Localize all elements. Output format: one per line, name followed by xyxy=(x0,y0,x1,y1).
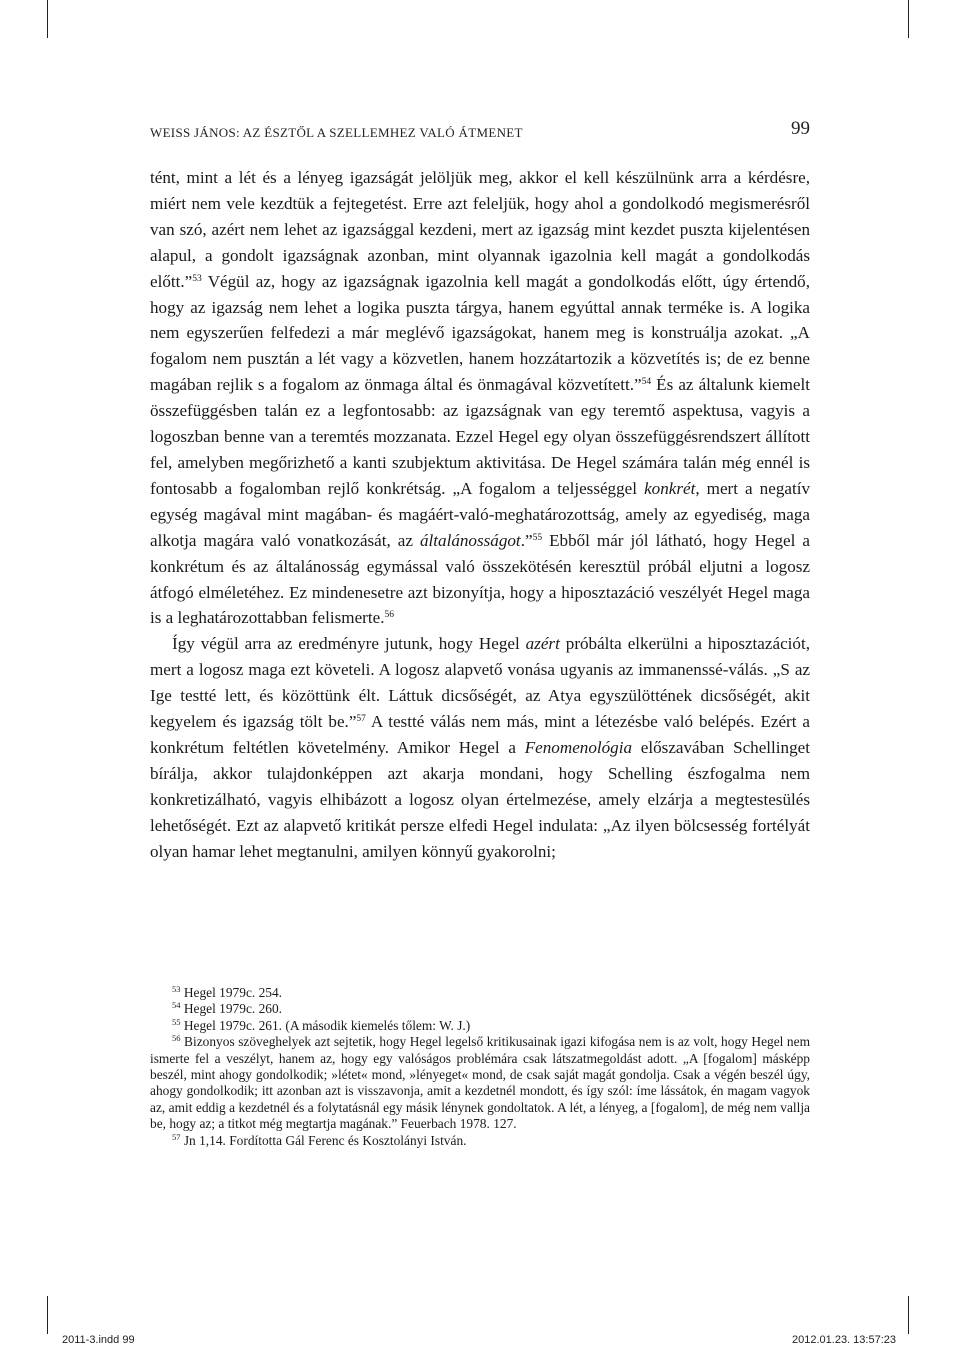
text-run: A testté válás nem más, mint a létezésbe való belépés. Ezért a konkrétum feltétlen követelmény. Amikor Hegel a xyxy=(150,712,811,757)
footnote-text: Jn 1,14. Fordította Gál Ferenc és Kosztolányi István. xyxy=(180,1132,467,1148)
footnote-text: Bizonyos szöveghelyek azt sejtetik, hogy Hegel legelső kritikusainak igazi kifogása nem is az volt, hogy Hegel nem ismerte fel a veszélyt, hanem az, hogy egy valóságos problémára csak látszatmegoldást adott. „A [fogalom] másképp beszél, mint ahogy gondolkodik; »létet« mond, »lényeget« mond, de csak saját magát gondolja. Csak a végén beszél úgy, ahogy gondolkodik; itt azonban azt is visszavonja, amit a kezdetnél mondott, és így szól: íme lássátok, én magam vagyok az, amit eddig a kezdetnél és a folytatásnál egy másik lénynek gondoltatok. A lét, a lényeg, a [fogalom], de még nem vallja be, hogy az; a titkot még megtartja magának.” Feuerbach 1978. 127. xyxy=(150,1034,810,1132)
footnote-text: Hegel 1979c. 254. xyxy=(180,985,283,1000)
crop-mark xyxy=(47,1296,48,1334)
crop-mark xyxy=(908,1296,909,1334)
text-run: Ebből már jól látható, hogy Hegel a konkrétum és az általánosság egymással való összekötésén keresztül próbál eljutni a logosz átfogó elméletéhez. Ez mindenesetre azt bizonyítja, hogy a hiposztazáció veszélyét Hegel maga is a leghatározottabban felismerte. xyxy=(150,530,810,628)
text-run: Így végül arra az eredményre jutunk, hogy Hegel xyxy=(172,634,526,654)
running-head: WEISS JÁNOS: AZ ÉSZTŐL A SZELLEMHEZ VALÓ ÁTMENET xyxy=(150,125,523,140)
footnote xyxy=(150,1133,810,1149)
crop-mark xyxy=(908,0,909,38)
slug-filename: 2011-3.indd 99 xyxy=(62,1334,135,1346)
emphasis: Fenomenológia xyxy=(524,737,633,757)
footnote xyxy=(150,1001,810,1017)
footnote-number: 56 xyxy=(172,1033,181,1044)
emphasis: általánosságot xyxy=(420,530,521,550)
footnote-number: 53 xyxy=(172,984,181,994)
footnote xyxy=(150,1034,810,1132)
footnote-ref: 54 xyxy=(641,377,652,388)
footnote-text: Hegel 1979c. 260. xyxy=(180,1001,283,1017)
paragraph xyxy=(150,631,810,864)
footnote-ref: 53 xyxy=(192,273,202,284)
footnote-ref: 55 xyxy=(532,532,543,543)
text-run: .” xyxy=(520,530,533,550)
footnote-number: 57 xyxy=(172,1131,181,1142)
slug-timestamp: 2012.01.23. 13:57:23 xyxy=(792,1334,896,1346)
footnote-text: Hegel 1979c. 261. (A második kiemelés tőlem: W. J.) xyxy=(180,1017,471,1033)
emphasis: azért xyxy=(525,634,560,654)
emphasis: konkrét xyxy=(644,478,696,498)
footnote xyxy=(150,1018,810,1034)
text-run: És az általunk kiemelt összefüggésben talán ez a legfontosabb: az igazságnak van egy teremtő aspektusa, vagyis a logoszban benne van a teremtés mozzanata. Ezzel Hegel egy olyan összefüggésrendszert állított fel, amelyben megőrizhető a kanti szubjektum aktivitása. De Hegel számára talán még ennél is fontosabb a fogalomban rejlő konkrétság. „A fogalom a teljességgel xyxy=(150,375,810,498)
footnote-number: 55 xyxy=(172,1016,181,1027)
footnote-ref: 57 xyxy=(356,714,366,725)
main-text xyxy=(150,165,810,864)
text-run: előszavában Schellinget bírálja, akkor tulajdonképpen azt akarja mondani, hogy Schelling észfogalma nem konkretizálható, vagyis elhibázott a logosz olyan értelmezése, amely elzárja a megtestesülés lehetőségét. Ezt az alapvető kritikát persze elfedi Hegel indulata: „Az ilyen bölcsesség fortélyát olyan hamar lehet megtanulni, amilyen könnyű gyakorolni; xyxy=(150,737,810,861)
footnotes xyxy=(150,985,810,1149)
text-run: Végül az, hogy az igazságnak igazolnia kell magát a gondolkodás előtt, úgy értendő, hogy az igazság nem lehet a logika puszta tárgya, hanem egyúttal annak terméke is. A logika nem egyszerűen felfedezi a már meglévő igazságokat, hanem meg is konstruálja azokat. „A fogalom nem pusztán a lét vagy a közvetlen, hanem hozzátartozik a közvetítés is; de ez benne magában rejlik s a fogalom az önmaga által és önmagával közvetített.” xyxy=(150,271,810,395)
paragraph xyxy=(150,165,810,631)
text-run: , mert a negatív egység magával mint magában- és magáért-való-meghatározottság, amely az egyediség, maga alkotja magára való vonatkozását, az xyxy=(150,478,810,550)
text-run: tént, mint a lét és a lényeg igazságát jelöljük meg, akkor el kell készülnünk arra a kérdésre, miért nem vele kezdtük a fejtegetést. Erre azt feleljük, hogy ahol a gondolkodó megismerésről van szó, azért nem lehet az igazsággal kezdeni, mert az igazság mint kezdet puszta kijelentésen alapul, a gondolt igazságnak azonban, mint olyannak igazolnia kell magát a gondolkodás előtt.” xyxy=(150,168,810,291)
footnote xyxy=(150,985,810,1001)
footnote-number: 54 xyxy=(172,1000,181,1011)
text-run: próbálta elkerülni a hiposztazációt, mert a logosz maga ezt követeli. A logosz alapvető vonása ugyanis az immanenssé-válás. „S az Ige testté lett, és közöttünk élt. Láttuk dicsőségét, az Atya egyszülöttének dicsőségét, akit kegyelem és igazság tölt be.” xyxy=(150,634,810,732)
crop-mark xyxy=(47,0,48,38)
page-number: 99 xyxy=(791,118,810,139)
footnote-ref: 56 xyxy=(384,610,394,621)
